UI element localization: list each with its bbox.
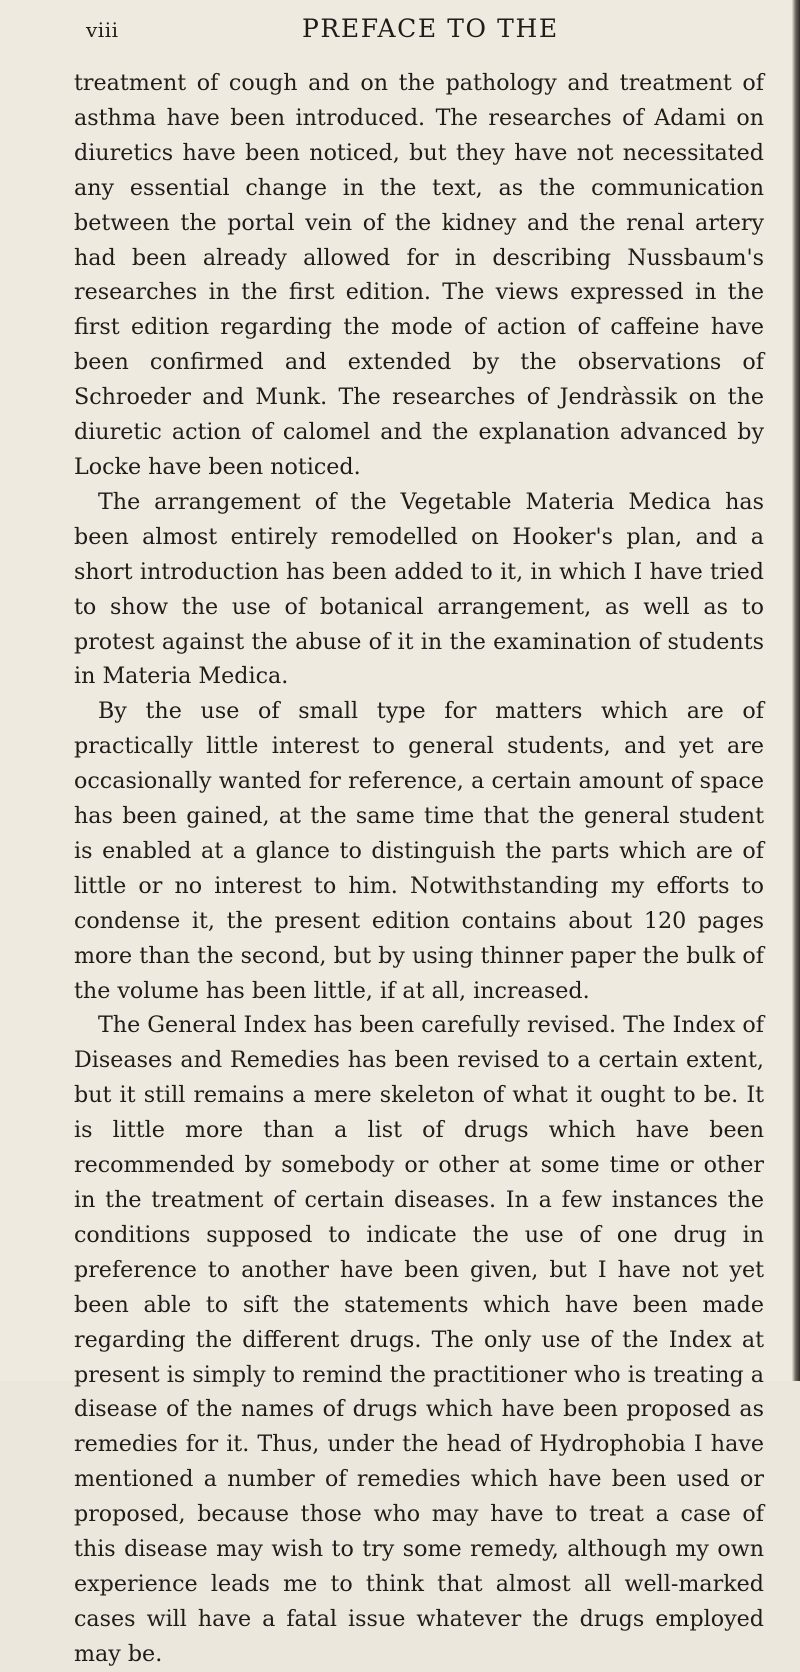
page-edge: [792, 0, 800, 1381]
body-text: [74, 66, 764, 1672]
paragraph-continued: treatment of cough and on the pathology and treatment of asthma have been introduced. The researches of Adami on diuretics have been noticed, but they have not necessitated any essential change in the text, as the communication between the portal vein of the kidney and the renal artery had been already allowed for in describing Nussbaum's researches in the first edition. The views expressed in the first edition regarding the mode of action of caffeine have been confirmed and extended by the observations of Schroeder and Munk. The researches of Jendràssik on the diuretic action of calomel and the explanation advanced by Locke have been noticed.: [74, 70, 764, 480]
paragraph-small-type: By the use of small type for matters which are of practically little interest to general students, and yet are occasionally wanted for reference, a certain amount of space has been gained, at the same time that the general student is enabled at a glance to distinguish the parts which are of little or no interest to him. Notwithstanding my efforts to condense it, the present edition contains about 120 pages more than the second, but by using thinner paper the bulk of the volume has been little, if at all, increased.: [74, 698, 764, 1004]
page-header: [86, 14, 750, 50]
running-head: PREFACE TO THE: [302, 14, 559, 43]
paragraph-materia-medica: The arrangement of the Vegetable Materia Medica has been almost entirely remodelled on Hooker's plan, and a short introduction has been added to it, in which I have tried to show the use of botanical arrangement, as well as to protest against the abuse of it in the examination of students in Materia Medica.: [74, 488, 764, 690]
paragraph-index: The General Index has been carefully revised. The Index of Diseases and Remedies has been revised to a certain extent, but it still remains a mere skeleton of what it ought to be. It is little more than a list of drugs which have been recommended by somebody or other at some time or other in the treatment of certain diseases. In a few instances the conditions supposed to indicate the use of one drug in preference to another have been given, but I have not yet been able to sift the statements which have been made regarding the different drugs. The only use of the Index at present is simply to remind the practitioner who is treating a disease of the names of drugs which have been proposed as remedies for it. Thus, under the head of Hydrophobia I have mentioned a number of remedies which have been used or proposed, because those who may have to treat a case of this disease may wish to try some remedy, although my own experience leads me to think that almost all well-marked cases will have a fatal issue whatever the drugs employed may be.: [74, 1012, 764, 1667]
page-number: viii: [86, 18, 119, 42]
